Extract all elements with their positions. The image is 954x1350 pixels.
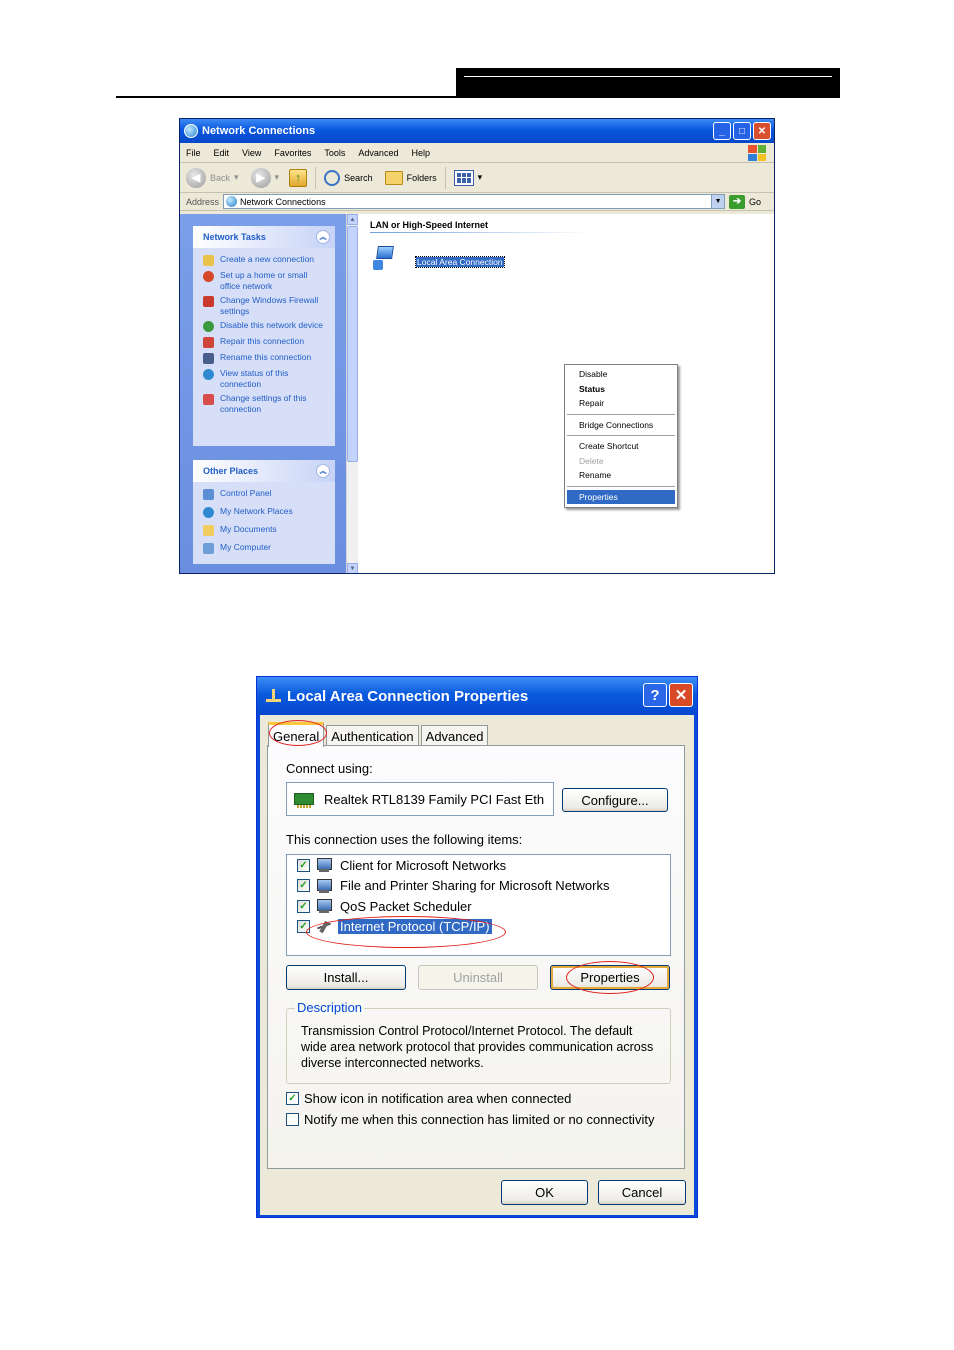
tab-general[interactable]: General [268, 722, 324, 747]
checkbox-checked[interactable]: ✓ [286, 1092, 299, 1105]
menu-edit[interactable]: Edit [213, 147, 230, 158]
task-rename[interactable]: Rename this connection [193, 352, 335, 364]
notify-option[interactable] [286, 1112, 654, 1127]
checkbox-checked[interactable]: ✓ [297, 859, 310, 872]
forward-dropdown-icon[interactable]: ▾ [274, 172, 280, 182]
close-icon: ✕ [674, 687, 688, 704]
properties-button[interactable]: Properties [550, 965, 670, 990]
header-bar [456, 68, 840, 98]
up-arrow-icon: ↑ [295, 171, 301, 184]
dialog-titlebar[interactable] [257, 677, 697, 715]
adapter-field [286, 782, 554, 816]
menu-item-create-shortcut[interactable]: Create Shortcut [579, 441, 639, 452]
tab-advanced[interactable]: Advanced [421, 725, 489, 747]
other-places-header[interactable]: Other Places ︽ [193, 460, 335, 482]
menu-advanced[interactable]: Advanced [358, 147, 399, 158]
group-title: LAN or High-Speed Internet [370, 220, 489, 230]
show-icon-option[interactable] [286, 1091, 571, 1106]
window-titlebar[interactable] [180, 119, 774, 143]
list-item[interactable]: ✓ QoS Packet Scheduler [287, 896, 670, 917]
description-text: Transmission Control Protocol/Internet Protocol. The default wide area network protocol that provides communication across diverse interconnected networks. [301, 1024, 654, 1070]
home-network-icon [203, 271, 214, 282]
connections-pane [358, 214, 774, 574]
tab-strip [268, 722, 490, 747]
list-item[interactable]: ✓ File and Printer Sharing for Microsoft Networks [287, 876, 670, 897]
menu-bar [180, 143, 774, 163]
address-value: Network Connections [240, 196, 326, 207]
scroll-thumb[interactable] [347, 226, 358, 462]
menu-separator [567, 486, 675, 487]
task-home-network[interactable]: Set up a home or small office network [193, 270, 335, 291]
menu-item-properties[interactable]: Properties [567, 490, 675, 505]
task-disable-device[interactable]: Disable this network device [193, 320, 335, 332]
network-places-icon [203, 507, 214, 518]
menu-item-status[interactable]: Status [579, 383, 605, 394]
place-control-panel[interactable]: Control Panel [193, 488, 335, 500]
dialog-body [260, 715, 694, 1215]
cancel-button[interactable]: Cancel [598, 1180, 686, 1205]
task-create-connection[interactable]: Create a new connection [193, 254, 335, 266]
install-button[interactable]: Install... [286, 965, 406, 990]
network-card-icon [294, 793, 314, 805]
dialog-close-button[interactable] [669, 683, 693, 707]
network-tasks-header[interactable]: Network Tasks ︽ [193, 226, 335, 248]
up-folder-button[interactable] [289, 169, 307, 187]
computer-icon [203, 543, 214, 554]
scroll-up-icon[interactable]: ▲ [347, 214, 358, 225]
network-tasks-box [193, 226, 335, 446]
client-icon [316, 857, 332, 873]
maximize-button[interactable] [733, 122, 751, 140]
menu-item-bridge[interactable]: Bridge Connections [579, 419, 654, 430]
checkbox-unchecked[interactable] [286, 1113, 299, 1126]
toolbar [180, 163, 774, 193]
menu-separator [567, 414, 675, 415]
address-bar [180, 193, 774, 211]
task-repair[interactable]: Repair this connection [193, 336, 335, 348]
views-icon[interactable] [454, 170, 474, 186]
local-area-connection-item[interactable]: Local Area Connection [417, 257, 503, 267]
close-icon: ✕ [757, 125, 767, 137]
file-sharing-icon [316, 878, 332, 894]
firewall-icon [203, 296, 214, 307]
properties-dialog [256, 676, 698, 1218]
checkbox-checked[interactable]: ✓ [297, 900, 310, 913]
ok-button[interactable]: OK [501, 1180, 588, 1205]
network-icon [184, 124, 198, 138]
search-button[interactable]: Search [344, 172, 373, 183]
window-title: Network Connections [202, 125, 316, 137]
connect-using-label: Connect using: [286, 761, 373, 776]
go-arrow-icon[interactable]: ➔ [729, 195, 745, 209]
documents-icon [203, 525, 214, 536]
menu-view[interactable]: View [242, 147, 262, 158]
menu-item-rename[interactable]: Rename [579, 470, 612, 481]
configure-button[interactable]: Configure... [562, 788, 668, 812]
task-firewall[interactable]: Change Windows Firewall settings [193, 295, 335, 316]
menu-help[interactable]: Help [411, 147, 430, 158]
list-item-selected[interactable]: ✓ Internet Protocol (TCP/IP) [287, 917, 670, 938]
new-connection-icon [203, 255, 214, 266]
windows-logo-icon [748, 145, 766, 161]
checkbox-checked[interactable]: ✓ [297, 920, 310, 933]
notify-label: Notify me when this connection has limited or no connectivity [304, 1112, 655, 1127]
tab-authentication[interactable]: Authentication [326, 725, 418, 747]
back-dropdown-icon[interactable]: ▾ [234, 172, 239, 182]
repair-icon [203, 337, 214, 348]
menu-item-delete: Delete [579, 455, 604, 466]
protocol-icon [316, 919, 332, 935]
place-my-computer[interactable]: My Computer [193, 542, 335, 554]
address-dropdown-icon[interactable]: ▼ [711, 195, 724, 208]
toolbar-separator [315, 167, 316, 189]
task-pane [180, 214, 346, 574]
folders-icon[interactable] [385, 171, 403, 185]
place-my-network-places[interactable]: My Network Places [193, 506, 335, 518]
minimize-icon: _ [719, 125, 725, 137]
forward-arrow-icon: ▶ [256, 172, 265, 184]
items-label: This connection uses the following items: [286, 832, 523, 847]
task-view-status[interactable]: View status of this connection [193, 368, 335, 389]
context-menu [564, 364, 678, 508]
network-connections-window [179, 118, 775, 574]
lan-connection-icon[interactable] [373, 246, 399, 270]
address-input[interactable] [223, 194, 725, 209]
back-button[interactable] [186, 168, 206, 188]
checkbox-checked[interactable]: ✓ [297, 879, 310, 892]
menu-file[interactable]: File [186, 147, 201, 158]
search-icon[interactable] [324, 170, 340, 186]
settings-icon [203, 394, 214, 405]
close-button[interactable] [753, 122, 771, 140]
menu-separator [567, 435, 675, 436]
dialog-title: Local Area Connection Properties [287, 687, 529, 705]
control-panel-icon [203, 489, 214, 500]
group-divider [370, 232, 590, 233]
description-group [286, 1000, 671, 1084]
help-icon: ? [650, 686, 660, 704]
menu-item-repair[interactable]: Repair [579, 398, 605, 409]
menu-favorites[interactable]: Favorites [274, 147, 312, 158]
qos-icon [316, 898, 332, 914]
show-icon-label: Show icon in notification area when connected [304, 1091, 572, 1106]
minimize-button[interactable] [713, 122, 731, 140]
task-pane-scrollbar[interactable] [346, 214, 358, 574]
general-tab-panel [267, 745, 685, 1169]
network-icon [226, 196, 237, 207]
folders-button[interactable]: Folders [406, 172, 437, 183]
rename-icon [203, 353, 214, 364]
help-button[interactable] [643, 683, 667, 707]
collapse-chevron-icon[interactable]: ︽ [316, 464, 330, 478]
go-button[interactable]: Go [749, 196, 762, 207]
address-label: Address [186, 196, 220, 207]
task-change-settings[interactable]: Change settings of this connection [193, 393, 335, 414]
place-my-documents[interactable]: My Documents [193, 524, 335, 536]
scroll-down-icon[interactable]: ▼ [347, 563, 358, 574]
other-places-box [193, 460, 335, 564]
views-dropdown-icon[interactable]: ▾ [477, 172, 483, 182]
menu-item-disable[interactable]: Disable [579, 369, 608, 380]
header-bar-line [464, 76, 832, 77]
disable-device-icon [203, 321, 214, 332]
back-arrow-icon: ◀ [191, 172, 201, 184]
collapse-chevron-icon[interactable]: ︽ [316, 230, 330, 244]
menu-tools[interactable]: Tools [324, 147, 346, 158]
back-label[interactable]: Back [210, 172, 231, 183]
description-legend: Description [297, 1000, 363, 1015]
components-list[interactable] [286, 854, 671, 956]
maximize-icon: □ [738, 125, 746, 137]
toolbar-separator [445, 167, 446, 189]
list-item[interactable]: ✓ Client for Microsoft Networks [287, 855, 670, 876]
forward-button[interactable] [251, 168, 271, 188]
adapter-name: Realtek RTL8139 Family PCI Fast Eth [324, 791, 545, 807]
status-icon [203, 369, 214, 380]
network-connection-icon [265, 688, 281, 704]
uninstall-button: Uninstall [418, 965, 538, 990]
